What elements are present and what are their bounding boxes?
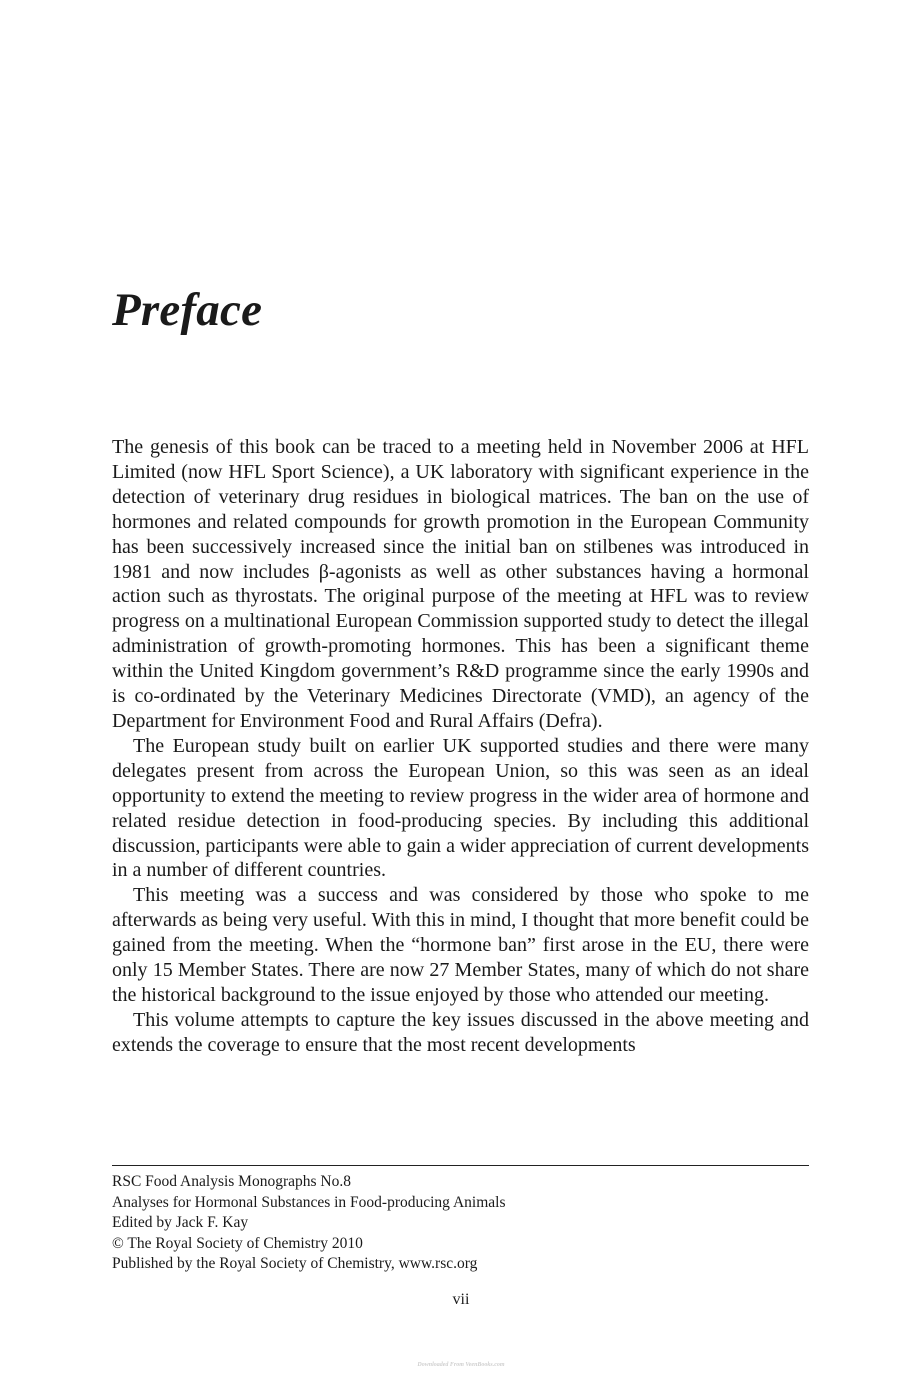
publication-footnote — [112, 1172, 809, 1275]
book-title-line: Analyses for Hormonal Substances in Food-producing Animals — [112, 1193, 506, 1211]
copyright-line: © The Royal Society of Chemistry 2010 — [112, 1234, 363, 1252]
editor-line: Edited by Jack F. Kay — [112, 1214, 249, 1232]
paragraph: The European study built on earlier UK supported studies and there were many delegates present from across the European Union, so this was seen as an ideal opportunity to extend the meeting to review progress in the wider area of hormone and related residue detection in food-producing species. By including this additional discussion, participants were able to gain a wider appreciation of current developments in a number of different countries. — [112, 734, 809, 882]
paragraph: The genesis of this book can be traced to a meeting held in November 2006 at HFL Limited (now HFL Sport Science), a UK laboratory with significant experience in the detection of veterinary drug residues in biological matrices. The ban on the use of hormones and related compounds for growth promotion in the European Community has been successively increased since the initial ban on stilbenes was introduced in 1981 and now includes β-agonists as well as other substances having a hormonal action such as thyrostats. The original purpose of the meeting at HFL was to review progress on a multinational European Commission supported study to detect the illegal administration of growth-promoting hormones. This has been a significant theme within the United Kingdom government’s R&D programme since the early 1990s and is co-ordinated by the Veterinary Medicines Directorate (VMD), an agency of the Department for Environment Food and Rural Affairs (Defra). — [112, 436, 809, 732]
page-number: vii — [452, 1291, 470, 1308]
paragraph: This meeting was a success and was considered by those who spoke to me afterwards as being very useful. With this in mind, I thought that more benefit could be gained from the meeting. When the “hormone ban” first arose in the EU, there were only 15 Member States. There are now 27 Member States, many of which do not share the historical background to the issue enjoyed by those who attended our meeting. — [112, 884, 809, 1006]
publisher-line: Published by the Royal Society of Chemistry, www.rsc.org — [112, 1255, 478, 1273]
footnote-divider — [112, 1165, 809, 1166]
paragraph: This volume attempts to capture the key issues discussed in the above meeting and extends the coverage to ensure that the most recent developments — [112, 1008, 809, 1056]
page-title: Preface — [112, 284, 263, 336]
download-watermark: Downloaded From VeenBooks.com — [417, 1362, 505, 1368]
series-line: RSC Food Analysis Monographs No.8 — [112, 1173, 351, 1190]
preface-body — [112, 435, 809, 1058]
